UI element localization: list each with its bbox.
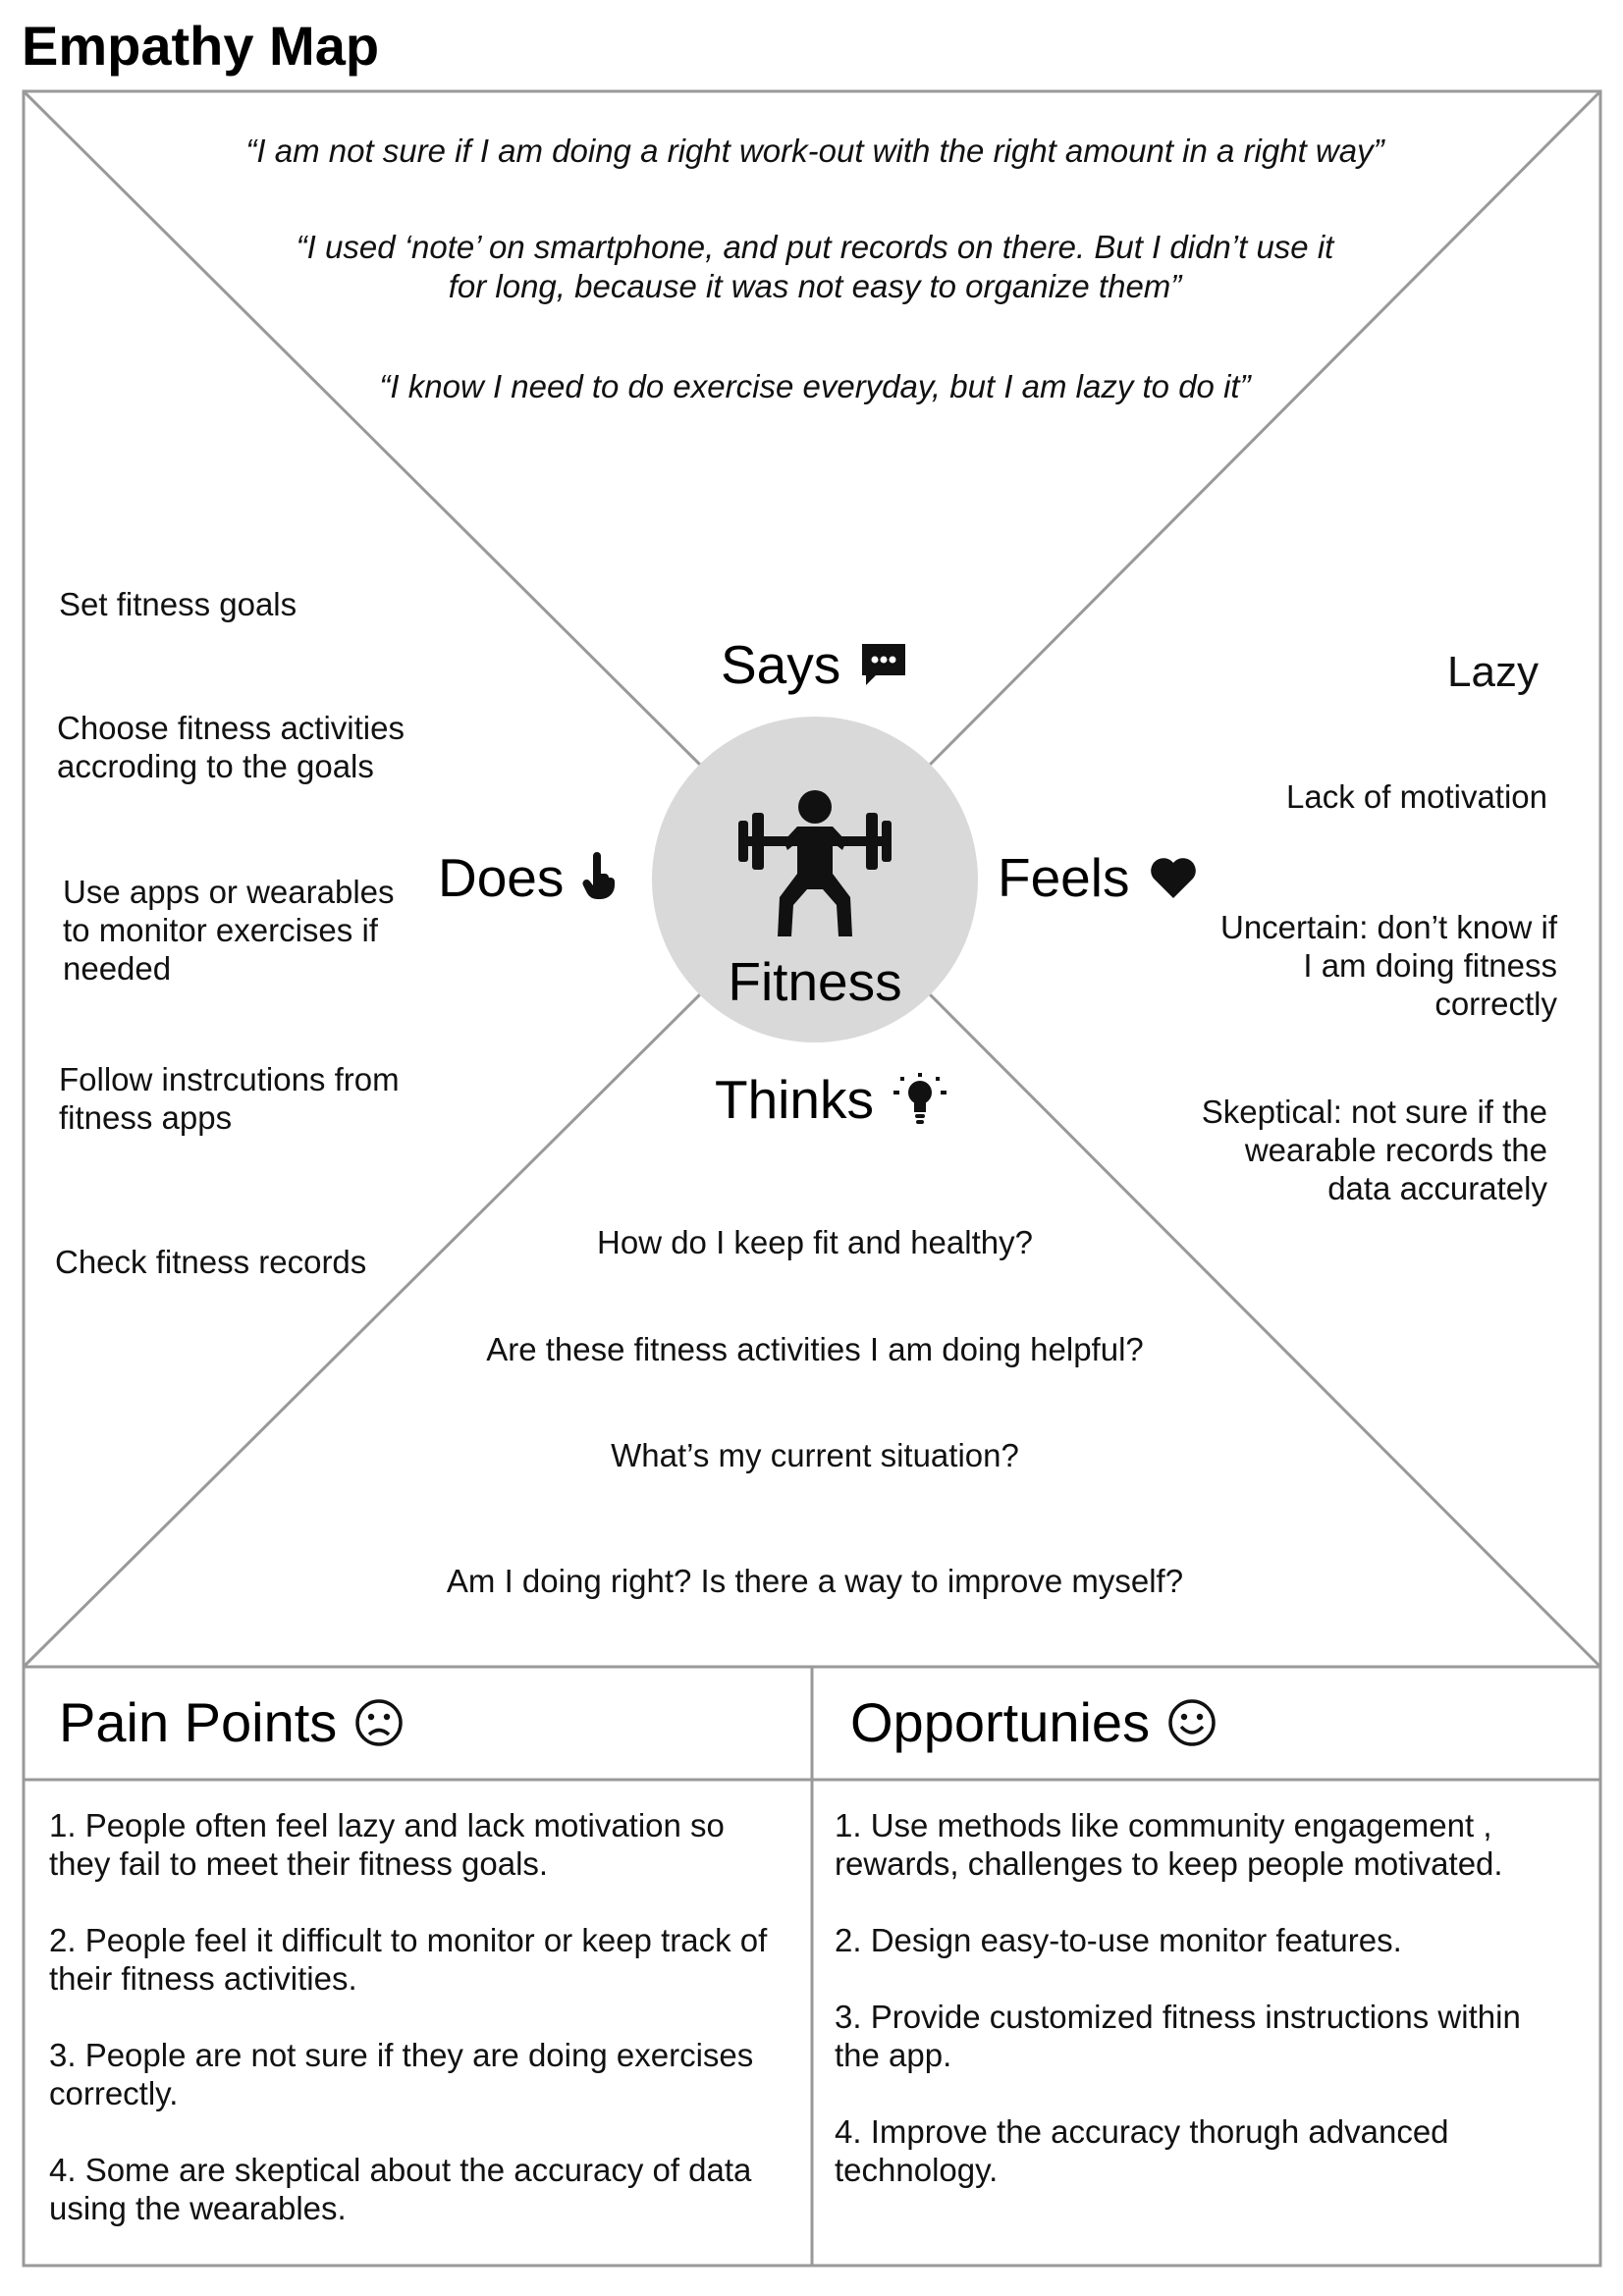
does-item-2: Choose fitness activities accroding to the goals bbox=[57, 710, 405, 784]
does-label bbox=[438, 846, 621, 909]
pointing-hand-icon bbox=[581, 852, 621, 903]
lightbulb-icon bbox=[892, 1073, 948, 1126]
sad-face-icon bbox=[354, 1698, 404, 1747]
does-item-5: Check fitness records bbox=[55, 1244, 367, 1280]
pain-point-item-2: 2. People feel it difficult to monitor or keep track of their fitness activities. bbox=[49, 1922, 768, 1997]
pain-points-list bbox=[49, 1806, 790, 2266]
pain-points-header bbox=[59, 1690, 404, 1754]
feels-label bbox=[998, 846, 1199, 909]
says-label-text: Says bbox=[721, 634, 841, 695]
thinks-label bbox=[715, 1068, 948, 1131]
thinks-item-4: Am I doing right? Is there a way to improve myself? bbox=[446, 1563, 1184, 1599]
thinks-label-text: Thinks bbox=[715, 1069, 874, 1130]
does-item-3: Use apps or wearables to monitor exercises if needed bbox=[63, 874, 395, 987]
feels-item-2: Lack of motivation bbox=[1286, 778, 1547, 815]
thinks-item-1: How do I keep fit and healthy? bbox=[597, 1224, 1033, 1260]
pain-points-title: Pain Points bbox=[59, 1691, 338, 1753]
does-item-1: Set fitness goals bbox=[59, 586, 298, 622]
opportunities-title: Opportunies bbox=[850, 1691, 1151, 1753]
says-quote-3: “I know I need to do exercise everyday, but I am lazy to do it” bbox=[379, 368, 1251, 404]
pain-point-item-3: 3. People are not sure if they are doing exercises correctly. bbox=[49, 2037, 754, 2111]
opportunity-item-2: 2. Design easy-to-use monitor features. bbox=[835, 1922, 1402, 1958]
thinks-item-3: What’s my current situation? bbox=[611, 1437, 1019, 1473]
says-label bbox=[721, 633, 909, 696]
opportunities-list bbox=[835, 1806, 1571, 2227]
pain-point-item-4: 4. Some are skeptical about the accuracy of data using the wearables. bbox=[49, 2152, 752, 2226]
opportunity-item-1: 1. Use methods like community engagement , rewards, challenges to keep people motivated. bbox=[835, 1807, 1503, 1882]
feels-item-1: Lazy bbox=[1447, 648, 1539, 696]
heart-icon bbox=[1148, 855, 1199, 900]
thinks-item-2: Are these fitness activities I am doing helpful? bbox=[486, 1331, 1144, 1367]
says-quote-2: “I used ‘note’ on smartphone, and put records on there. But I didn’t use it for long, because it was not easy to organize them” bbox=[296, 229, 1334, 304]
opportunity-item-3: 3. Provide customized fitness instructions within the app. bbox=[835, 1999, 1521, 2073]
page-title: Empathy Map bbox=[22, 15, 380, 77]
feels-item-3: Uncertain: don’t know if I am doing fitness correctly bbox=[1219, 909, 1557, 1022]
weightlifting-icon bbox=[734, 787, 895, 940]
feels-label-text: Feels bbox=[998, 847, 1130, 908]
center-circle bbox=[652, 717, 978, 1042]
does-label-text: Does bbox=[438, 847, 565, 908]
says-quote-1: “I am not sure if I am doing a right work-out with the right amount in a right way” bbox=[245, 133, 1384, 169]
smiley-face-icon bbox=[1167, 1698, 1217, 1747]
does-item-4: Follow instrcutions from fitness apps bbox=[59, 1061, 400, 1136]
speech-bubble-icon bbox=[858, 640, 909, 689]
pain-point-item-1: 1. People often feel lazy and lack motivation so they fail to meet their fitness goals. bbox=[49, 1807, 725, 1882]
opportunity-item-4: 4. Improve the accuracy thorugh advanced technology. bbox=[835, 2113, 1449, 2188]
feels-item-4: Skeptical: not sure if the wearable records the data accurately bbox=[1201, 1094, 1547, 1206]
opportunities-header bbox=[850, 1690, 1217, 1754]
diagonal-top-left bbox=[24, 91, 701, 766]
center-label: Fitness bbox=[728, 951, 902, 1012]
